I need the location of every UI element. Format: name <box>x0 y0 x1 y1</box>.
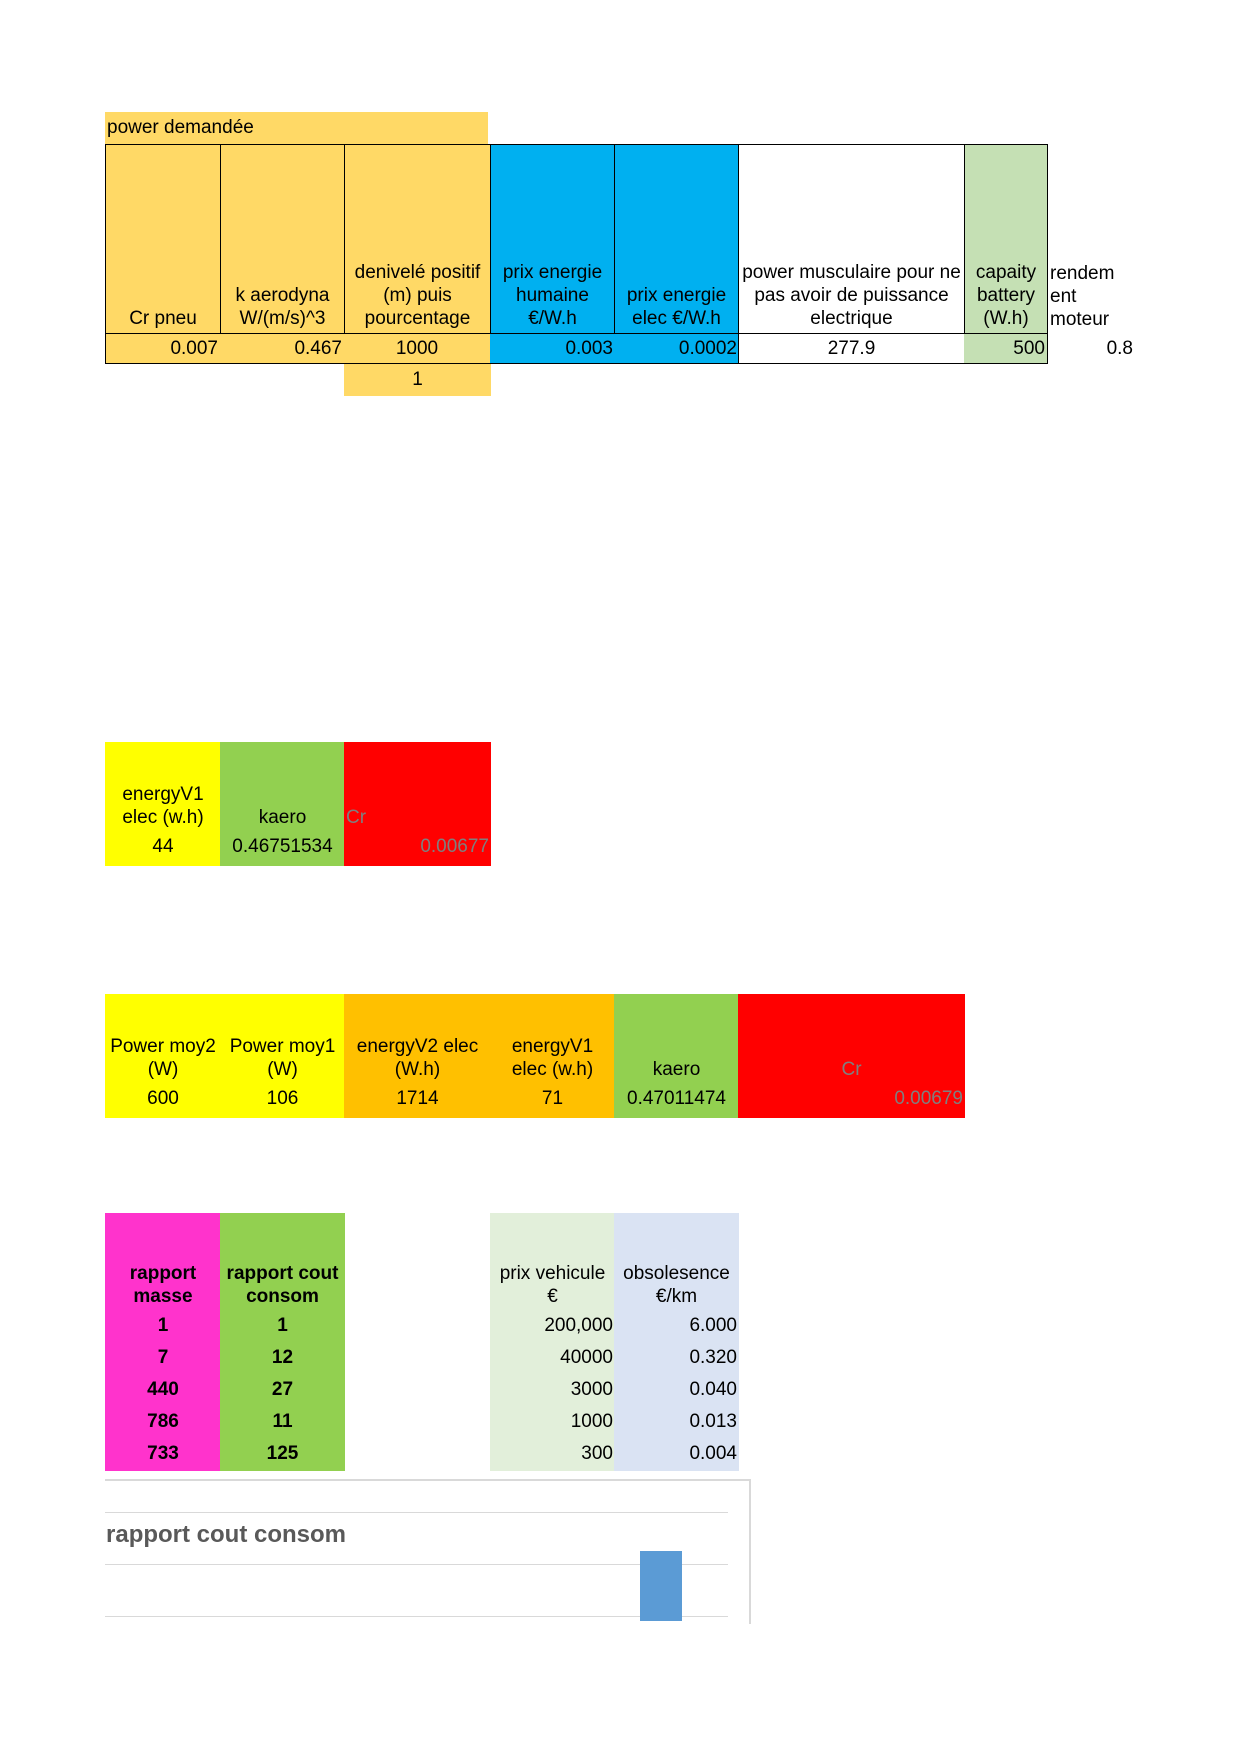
header-prix-vehicule: prix vehicule € <box>490 1213 615 1311</box>
value-energy-v1-s3: 71 <box>490 1084 615 1118</box>
obsolesence-cell: 6.000 <box>614 1311 739 1343</box>
header-kaero-s3: kaero <box>614 994 739 1084</box>
value-denivele-pourcentage: 1 <box>344 364 491 396</box>
header-rapport-masse: rapport masse <box>105 1213 221 1311</box>
value-k-aerodyna: 0.467 <box>220 334 345 364</box>
rapport-masse-cell: 733 <box>105 1439 221 1471</box>
rapport-cout-cell: 12 <box>220 1343 345 1375</box>
value-cr-s3: 0.00679 <box>738 1084 965 1118</box>
value-cr-pneu: 0.007 <box>105 334 221 364</box>
value-denivele: 1000 <box>344 334 491 364</box>
value-cr-s2: 0.00677 <box>344 832 491 866</box>
rapport-cout-cell: 11 <box>220 1407 345 1439</box>
prix-vehicule-cell: 300 <box>490 1439 615 1471</box>
chart-bar <box>640 1551 682 1621</box>
prix-vehicule-cell: 1000 <box>490 1407 615 1439</box>
prix-vehicule-cell: 3000 <box>490 1375 615 1407</box>
value-kaero-s2: 0.46751534 <box>220 832 345 866</box>
header-rapport-cout-consom: rapport cout consom <box>220 1213 345 1311</box>
value-power-musculaire: 277.9 <box>738 334 965 364</box>
header-prix-energie-elec: prix energie elec €/W.h <box>614 144 739 334</box>
header-energy-v1-s2: energyV1 elec (w.h) <box>105 742 221 832</box>
chart-gridline <box>105 1616 728 1617</box>
rapport-masse-cell: 7 <box>105 1343 221 1375</box>
value-rendement-moteur: 0.8 <box>1106 338 1133 359</box>
rapport-cout-cell: 1 <box>220 1311 345 1343</box>
header-power-moy2: Power moy2 (W) <box>105 994 221 1084</box>
value-power-moy2: 600 <box>105 1084 221 1118</box>
header-power-moy1: Power moy1 (W) <box>220 994 345 1084</box>
value-power-moy1: 106 <box>220 1084 345 1118</box>
chart-title: rapport cout consom <box>106 1521 347 1548</box>
header-cr-pneu: Cr pneu <box>105 144 221 334</box>
value-prix-energie-humaine: 0.003 <box>490 334 615 364</box>
value-kaero-s3: 0.47011474 <box>614 1084 739 1118</box>
rapport-cout-cell: 125 <box>220 1439 345 1471</box>
header-obsolesence: obsolesence €/km <box>614 1213 739 1311</box>
header-rendement-moteur: rendem ent moteur <box>1050 263 1115 330</box>
obsolesence-cell: 0.040 <box>614 1375 739 1407</box>
header-k-aerodyna: k aerodyna W/(m/s)^3 <box>220 144 345 334</box>
rapport-masse-cell: 786 <box>105 1407 221 1439</box>
prix-vehicule-cell: 40000 <box>490 1343 615 1375</box>
prix-vehicule-cell: 200,000 <box>490 1311 615 1343</box>
value-prix-energie-elec: 0.0002 <box>614 334 739 364</box>
header-cr-s2: Cr <box>344 742 491 832</box>
chart-gridline <box>105 1512 728 1513</box>
header-prix-energie-humaine: prix energie humaine €/W.h <box>490 144 615 334</box>
header-energy-v2: energyV2 elec (W.h) <box>344 994 491 1084</box>
section-label-power-demandee: power demandée <box>105 112 488 144</box>
header-kaero-s2: kaero <box>220 742 345 832</box>
value-capacity-battery: 500 <box>964 334 1048 364</box>
value-energy-v2: 1714 <box>344 1084 491 1118</box>
obsolesence-cell: 0.013 <box>614 1407 739 1439</box>
header-energy-v1-s3: energyV1 elec (w.h) <box>490 994 615 1084</box>
header-denivele: denivelé positif (m) puis pourcentage <box>344 144 491 334</box>
obsolesence-cell: 0.320 <box>614 1343 739 1375</box>
obsolesence-cell: 0.004 <box>614 1439 739 1471</box>
header-power-musculaire: power musculaire pour ne pas avoir de puissance electrique <box>738 144 965 334</box>
header-capacity-battery: capaity battery (W.h) <box>964 144 1048 334</box>
value-energy-v1-s2: 44 <box>105 832 221 866</box>
rapport-masse-cell: 1 <box>105 1311 221 1343</box>
header-cr-s3: Cr <box>738 994 965 1084</box>
rapport-masse-cell: 440 <box>105 1375 221 1407</box>
chart-gridline <box>105 1564 728 1565</box>
rapport-cout-cell: 27 <box>220 1375 345 1407</box>
